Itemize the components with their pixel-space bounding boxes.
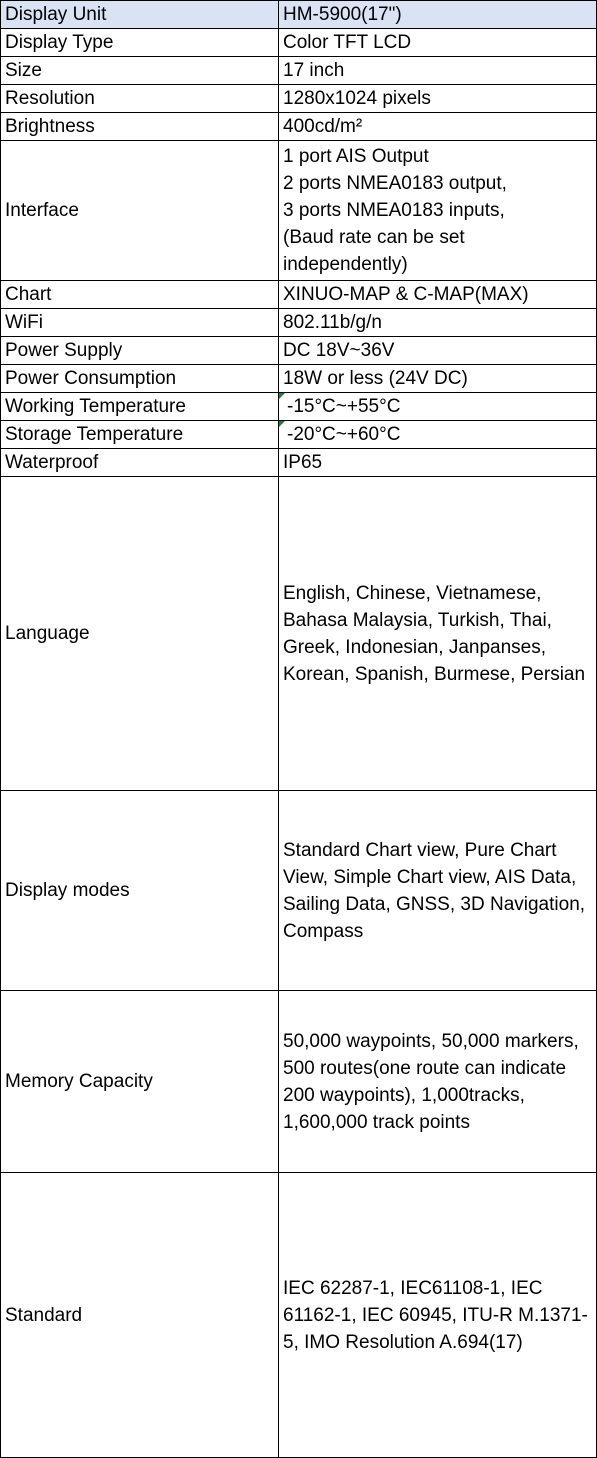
row-label: Working Temperature <box>1 393 279 421</box>
row-label: Chart <box>1 281 279 309</box>
table-row-waterproof <box>1 449 597 477</box>
table-row-display-unit <box>1 1 597 29</box>
row-value: HM-5900(17") <box>279 1 597 29</box>
row-label: Storage Temperature <box>1 421 279 449</box>
table-row-resolution <box>1 85 597 113</box>
row-label: Resolution <box>1 85 279 113</box>
row-value: 18W or less (24V DC) <box>279 365 597 393</box>
row-label: Standard <box>1 1173 279 1458</box>
row-value <box>279 421 597 449</box>
row-label: Waterproof <box>1 449 279 477</box>
table-row-memory-capacity <box>1 991 597 1173</box>
row-value: 17 inch <box>279 57 597 85</box>
table-row-display-type <box>1 29 597 57</box>
row-value: English, Chinese, Vietnamese, Bahasa Malaysia, Turkish, Thai, Greek, Indonesian, Janpanses, Korean, Spanish, Burmese, Persian <box>279 477 597 791</box>
table-row-power-consumption <box>1 365 597 393</box>
row-label: Display modes <box>1 791 279 991</box>
row-value: 50,000 waypoints, 50,000 markers, 500 routes(one route can indicate 200 waypoints), 1,000tracks, 1,600,000 track points <box>279 991 597 1173</box>
row-value: 1280x1024 pixels <box>279 85 597 113</box>
row-label: Display Type <box>1 29 279 57</box>
row-label: Memory Capacity <box>1 991 279 1173</box>
table-row-working-temperature <box>1 393 597 421</box>
row-value: DC 18V~36V <box>279 337 597 365</box>
row-value: XINUO-MAP & C-MAP(MAX) <box>279 281 597 309</box>
row-value: 1 port AIS Output 2 ports NMEA0183 output, 3 ports NMEA0183 inputs, (Baud rate can be set independently) <box>279 141 597 281</box>
row-value: 400cd/m² <box>279 113 597 141</box>
table-row-standard <box>1 1173 597 1458</box>
row-label: Power Supply <box>1 337 279 365</box>
row-label: Brightness <box>1 113 279 141</box>
table-row-size <box>1 57 597 85</box>
row-label: Interface <box>1 141 279 281</box>
row-value <box>279 393 597 421</box>
row-value: IEC 62287-1, IEC61108-1, IEC 61162-1, IEC 60945, ITU-R M.1371-5, IMO Resolution A.694(17) <box>279 1173 597 1458</box>
row-label: Language <box>1 477 279 791</box>
row-value-text: -20°C~+60°C <box>287 424 401 445</box>
row-label: Size <box>1 57 279 85</box>
table-row-language <box>1 477 597 791</box>
table-row-storage-temperature <box>1 421 597 449</box>
table-row-interface <box>1 141 597 281</box>
row-value: IP65 <box>279 449 597 477</box>
table-row-brightness <box>1 113 597 141</box>
row-label: Power Consumption <box>1 365 279 393</box>
table-row-power-supply <box>1 337 597 365</box>
cell-marker-icon <box>279 393 285 399</box>
row-value: 802.11b/g/n <box>279 309 597 337</box>
row-label: WiFi <box>1 309 279 337</box>
cell-marker-icon <box>279 421 285 427</box>
row-value: Standard Chart view, Pure Chart View, Simple Chart view, AIS Data, Sailing Data, GNSS, 3D Navigation, Compass <box>279 791 597 991</box>
table-row-chart <box>1 281 597 309</box>
row-value-text: -15°C~+55°C <box>287 396 401 417</box>
table-row-wifi <box>1 309 597 337</box>
row-label: Display Unit <box>1 1 279 29</box>
row-value: Color TFT LCD <box>279 29 597 57</box>
table-row-display-modes <box>1 791 597 991</box>
